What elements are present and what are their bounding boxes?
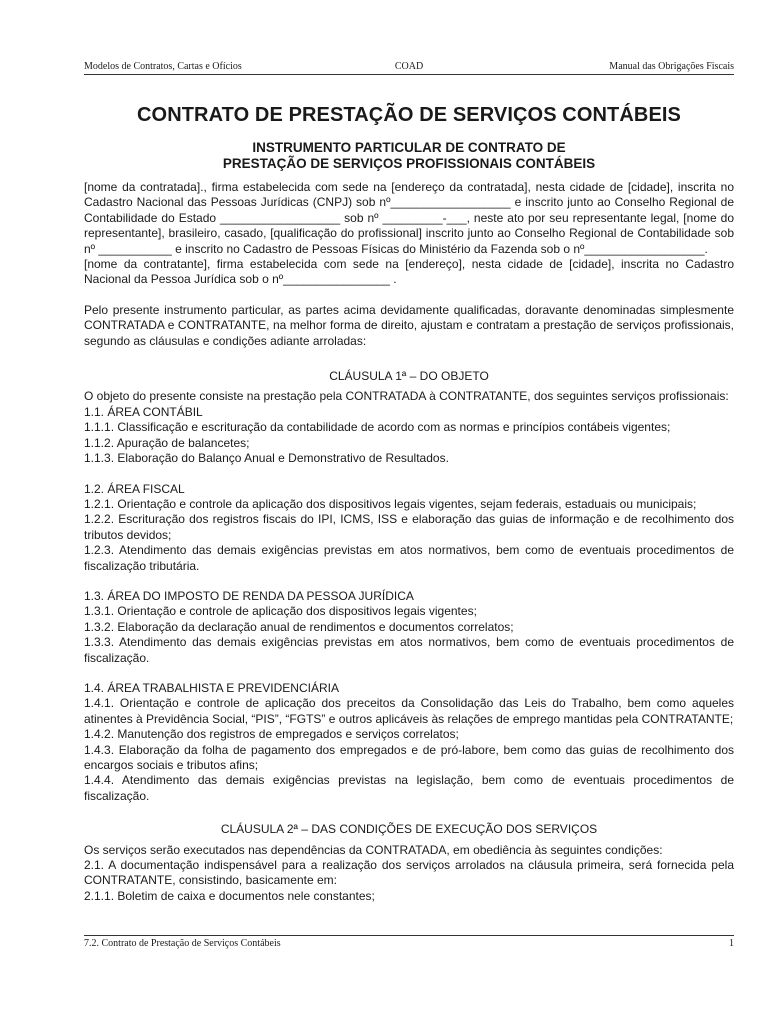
header-center-text: COAD bbox=[394, 61, 424, 72]
header-right-text: Manual das Obrigações Fiscais bbox=[609, 61, 734, 72]
document-body bbox=[84, 180, 734, 904]
running-footer bbox=[84, 935, 734, 950]
document-title: CONTRATO DE PRESTAÇÃO DE SERVIÇOS CONTÁBEIS bbox=[137, 104, 681, 126]
clause1-area-contabil: 1.1. ÁREA CONTÁBIL 1.1.1. Classificação e escrituração da contabilidade de acordo com as normas e princípios contábeis vigentes; 1.1.2. Apuração de balancetes; 1.1.3. Elaboração do Balanço Anual e Demonstrativo de Resultados. bbox=[84, 404, 671, 466]
clause1-area-trabalhista: 1.4. ÁREA TRABALHISTA E PREVIDENCIÁRIA 1.4.1. Orientação e controle de aplicação dos preceitos da Consolidação das Leis do Trabalho, bem como aqueles atinentes à Previdência Social, “PIS”, “FGTS” e outros aplicáveis às relações de emprego mantidas pela CONTRATANTE; 1.4.2. Manutenção dos registros de empregados e serviços correlatos; 1.4.3. Elaboração da folha de pagamento dos empregados e de pró-labore, bem como das guias de recolhimento dos encargos sociais e tributos afins; 1.4.4. Atendimento das demais exigências previstas na legislação, bem como de eventuais procedimentos de fiscalização. bbox=[84, 680, 734, 803]
clause1-heading: CLÁUSULA 1ª – DO OBJETO bbox=[329, 369, 489, 384]
preamble-contratada: [nome da contratada]., firma estabelecida com sede na [endereço da contratada], nesta cidade de [cidade], inscrita no Cadastro Nacional das Pessoas Jurídicas (CNPJ) sob nº__________________ e inscrito junto ao Conselho Regional de Contabilidade do Estado __________________ sob nº _________-___, neste ato por seu representante legal, [nome do representante], brasileiro, casado, [qualificação do profissional] inscrito junto ao Conselho Regional de Contabilidade sob nº ___________ e inscrito no Cadastro de Pessoas Físicas do Ministério da Fazenda sob o nº__________________. bbox=[84, 180, 734, 256]
preamble-agreement: Pelo presente instrumento particular, as partes acima devidamente qualificadas, doravante denominadas simplesmente CONTRATADA e CONTRATANTE, na melhor forma de direito, ajustam e contratam a prestação de serviços profissionais, segundo as cláusulas e condições adiante arroladas: bbox=[84, 302, 734, 348]
document-subtitle: INSTRUMENTO PARTICULAR DE CONTRATO DE PRESTAÇÃO DE SERVIÇOS PROFISSIONAIS CONTÁBEIS bbox=[222, 140, 596, 171]
clause2-text: Os serviços serão executados nas dependências da CONTRATADA, em obediência às seguintes condições: 2.1. A documentação indispensável para a realização dos serviços arrolados na cláusula primeira, será fornecida pela CONTRATANTE, consistindo, basicamente em: 2.1.1. Boletim de caixa e documentos nele constantes; bbox=[84, 842, 734, 903]
preamble-contratante: [nome da contratante], firma estabelecida com sede na [endereço], nesta cidade de [cidade], inscrita no Cadastro Nacional da Pessoa Jurídica sob o nº________________ . bbox=[84, 257, 734, 287]
header-left-text: Modelos de Contratos, Cartas e Ofícios bbox=[84, 61, 242, 72]
clause2-heading: CLÁUSULA 2ª – DAS CONDIÇÕES DE EXECUÇÃO DOS SERVIÇOS bbox=[220, 822, 598, 837]
page-number: 1 bbox=[729, 938, 734, 949]
footer-section-title: 7.2. Contrato de Prestação de Serviços Contábeis bbox=[84, 938, 281, 949]
clause1-area-ir: 1.3. ÁREA DO IMPOSTO DE RENDA DA PESSOA JURÍDICA 1.3.1. Orientação e controle de aplicação dos dispositivos legais vigentes; 1.3.2. Elaboração da declaração anual de rendimentos e documentos correlatos; 1.3.3. Atendimento das demais exigências previstas em atos normativos, bem como de eventuais procedimentos de fiscalização. bbox=[84, 588, 734, 665]
running-header bbox=[84, 60, 734, 75]
clause1-intro: O objeto do presente consiste na prestação pela CONTRATADA à CONTRATANTE, dos seguintes serviços profissionais: bbox=[84, 389, 729, 404]
clause1-area-fiscal: 1.2. ÁREA FISCAL 1.2.1. Orientação e controle da aplicação dos dispositivos legais vigentes, sejam federais, estaduais ou municipais; 1.2.2. Escrituração dos registros fiscais do IPI, ICMS, ISS e elaboração das guias de informação e de recolhimento dos tributos devidos; 1.2.3. Atendimento das demais exigências previstas em atos normativos, bem como de eventuais procedimentos de fiscalização tributária. bbox=[84, 481, 734, 573]
